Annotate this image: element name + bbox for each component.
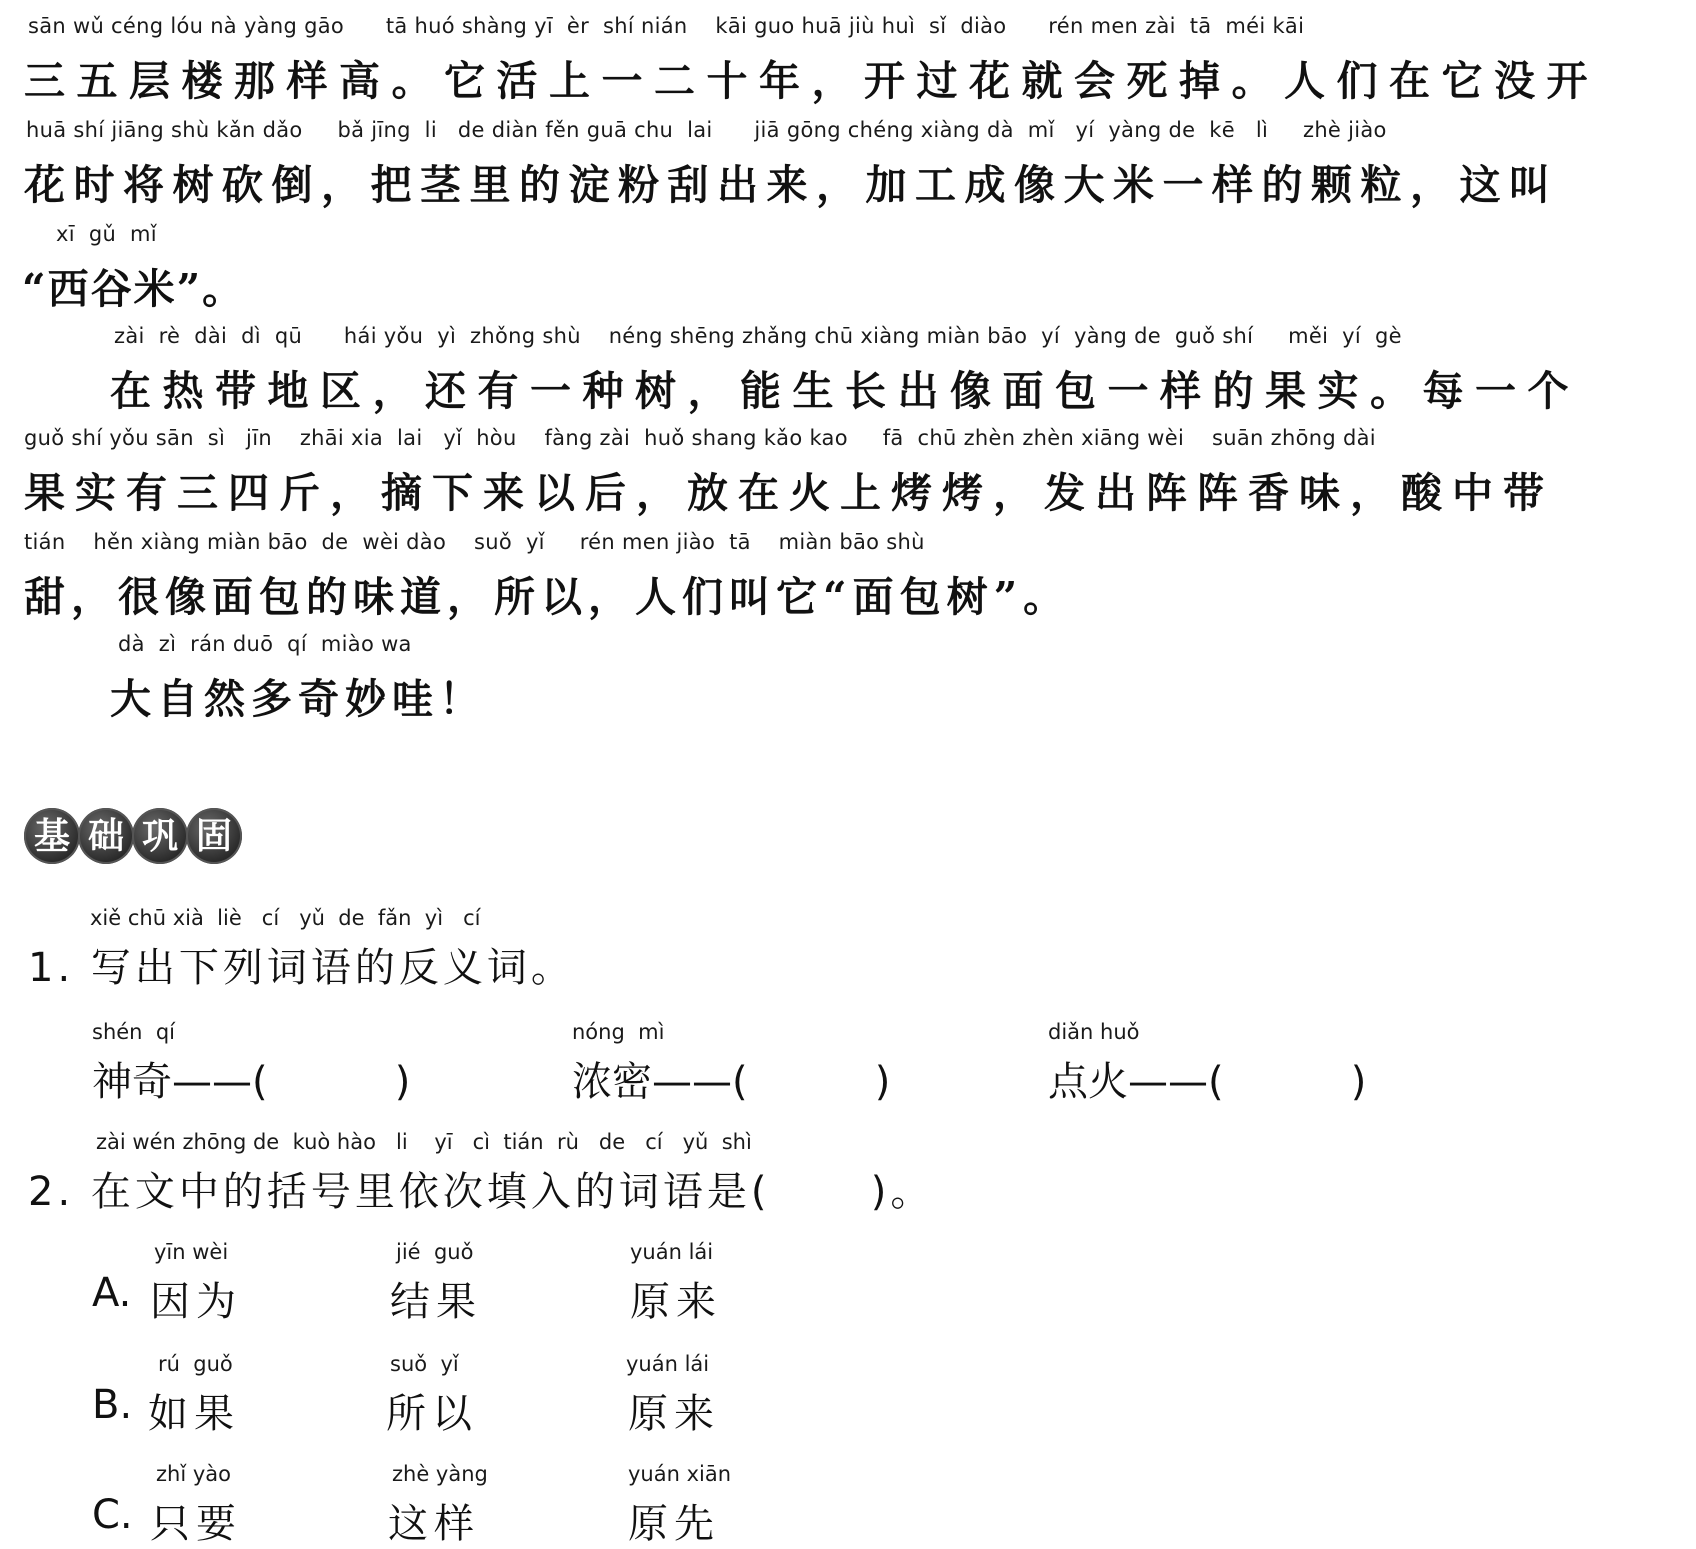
pinyin-line-2: huā shí jiāng shù kǎn dǎo bǎ jīng li de diàn fěn guā chu lai jiā gōng chéng xiàng dà mǐ yí yàng de kē lì zhè jiào	[26, 118, 1387, 142]
q1-item-3-pinyin: diǎn huǒ	[1048, 1020, 1140, 1044]
option-c-label: C.	[92, 1492, 133, 1538]
text-line-3: “西谷米”。	[22, 265, 246, 313]
option-a-word-2-pinyin: jié guǒ	[396, 1240, 474, 1264]
badge-char-4: 固	[186, 808, 242, 864]
pinyin-line-6: tián hěn xiàng miàn bāo de wèi dào suǒ yǐ rén men jiào tā miàn bāo shù	[24, 530, 925, 554]
pinyin-line-4: zài rè dài dì qū hái yǒu yì zhǒng shù néng shēng zhǎng chū xiàng miàn bāo yí yàng de guǒ shí měi yí gè	[114, 324, 1402, 348]
q2-pinyin: zài wén zhōng de kuò hào li yī cì tián rù de cí yǔ shì	[96, 1130, 752, 1154]
option-c-word-3: 原先	[628, 1501, 720, 1547]
option-c-word-1-pinyin: zhǐ yào	[156, 1462, 231, 1486]
q1-text: 1. 写出下列词语的反义词。	[28, 945, 575, 991]
pinyin-line-7: dà zì rán duō qí miào wa	[118, 632, 412, 656]
option-a-word-2: 结果	[390, 1279, 482, 1325]
q1-item-3[interactable]: 点火——( )	[1048, 1059, 1367, 1105]
pinyin-line-5: guǒ shí yǒu sān sì jīn zhāi xia lai yǐ hòu fàng zài huǒ shang kǎo kao fā chū zhèn zhèn xiāng wèi suān zhōng dài	[24, 426, 1376, 450]
option-b-word-2-pinyin: suǒ yǐ	[390, 1352, 459, 1376]
q1-item-1[interactable]: 神奇——( )	[92, 1059, 411, 1105]
option-c-word-1: 只要	[150, 1501, 242, 1547]
option-c-word-2-pinyin: zhè yàng	[392, 1462, 488, 1486]
text-line-1: 三五层楼那样高。它活上一二十年，开过花就会死掉。人们在它没开	[24, 57, 1599, 105]
badge-char-2: 础	[78, 808, 134, 864]
q1-item-2-pinyin: nóng mì	[572, 1020, 665, 1044]
text-line-5: 果实有三四斤，摘下来以后，放在火上烤烤，发出阵阵香味，酸中带	[24, 469, 1554, 517]
q2-text[interactable]: 2. 在文中的括号里依次填入的词语是( )。	[28, 1169, 935, 1215]
option-b-word-3-pinyin: yuán lái	[626, 1352, 710, 1376]
option-b-word-2: 所以	[386, 1391, 478, 1437]
q1-item-1-pinyin: shén qí	[92, 1020, 175, 1044]
option-a-word-1: 因为	[150, 1279, 242, 1325]
q1-item-2[interactable]: 浓密——( )	[572, 1059, 891, 1105]
text-line-2: 花时将树砍倒，把茎里的淀粉刮出来，加工成像大米一样的颗粒，这叫	[24, 161, 1559, 209]
badge-char-1: 基	[24, 808, 80, 864]
option-a-label: A.	[92, 1270, 132, 1316]
text-line-6: 甜，很像面包的味道，所以，人们叫它“面包树”。	[24, 573, 1071, 621]
option-b-label: B.	[92, 1382, 133, 1428]
badge-char-3: 巩	[132, 808, 188, 864]
option-a-word-1-pinyin: yīn wèi	[154, 1240, 229, 1264]
option-a-word-3: 原来	[630, 1279, 722, 1325]
pinyin-line-3: xī gǔ mǐ	[56, 222, 157, 246]
option-b-word-1-pinyin: rú guǒ	[158, 1352, 233, 1376]
pinyin-line-1: sān wǔ céng lóu nà yàng gāo tā huó shàng yī èr shí nián kāi guo huā jiù huì sǐ diào rén men zài tā méi kāi	[28, 14, 1305, 38]
q1-pinyin: xiě chū xià liè cí yǔ de fǎn yì cí	[90, 906, 481, 930]
text-line-7: 大自然多奇妙哇！	[110, 675, 486, 723]
option-b-word-1: 如果	[148, 1391, 240, 1437]
option-c-word-3-pinyin: yuán xiān	[628, 1462, 732, 1486]
option-a-word-3-pinyin: yuán lái	[630, 1240, 714, 1264]
option-b-word-3: 原来	[628, 1391, 720, 1437]
section-badge	[24, 808, 240, 864]
text-line-4: 在热带地区，还有一种树，能生长出像面包一样的果实。每一个	[110, 367, 1580, 415]
option-c-word-2: 这样	[388, 1501, 480, 1547]
